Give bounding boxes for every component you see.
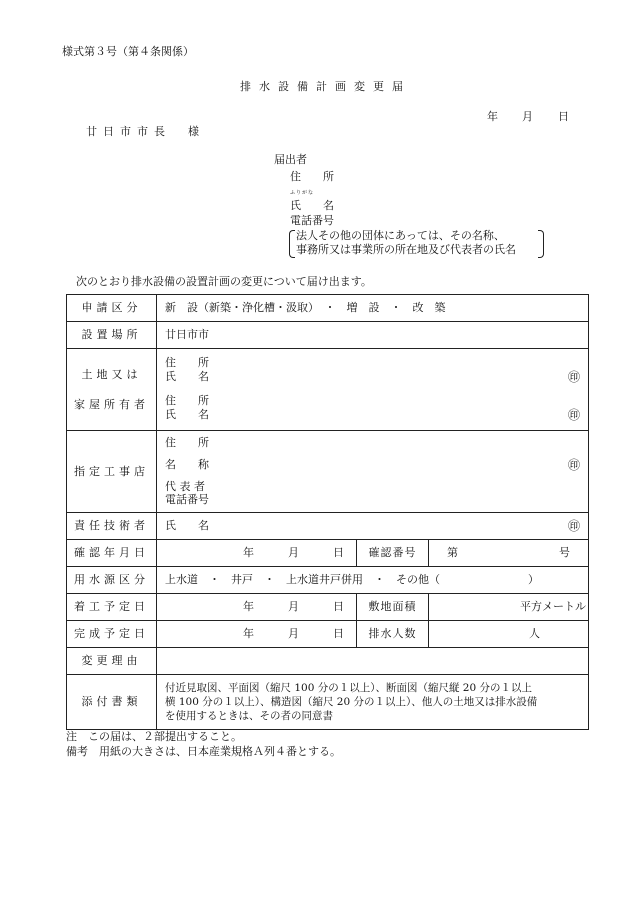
row-confirm <box>67 540 589 567</box>
contractor-label: 指定工事店 <box>67 431 157 513</box>
confirm-number-label: 確認番号 <box>357 540 429 567</box>
seal-mark: ㊞ <box>568 518 581 533</box>
land-owner-address-label-2: 住 所 <box>165 393 209 407</box>
end-year-label: 年 <box>243 627 254 641</box>
start-date-label: 着工予定日 <box>67 594 157 621</box>
site-area-label: 敷地面積 <box>357 594 429 621</box>
contractor-phone-label: 電話番号 <box>165 493 209 507</box>
land-owner-name-label-2: 氏 名 <box>165 407 209 421</box>
applicant-note-line1: 法人その他の団体にあっては、その名称、 <box>296 229 505 242</box>
contractor-rep-label: 代 表 者 <box>165 479 205 493</box>
date-year-label: 年 <box>487 110 498 123</box>
start-year-label: 年 <box>243 600 254 614</box>
row-application-type <box>67 295 589 322</box>
site-area-unit: 平方メートル <box>520 600 587 614</box>
engineer-name-label: 氏 名 <box>165 518 209 532</box>
drain-people-label: 排水人数 <box>357 621 429 648</box>
applicant-furigana: ふりがな <box>290 190 315 196</box>
applicant-note-line2: 事務所又は事業所の所在地及び代表者の氏名 <box>296 243 516 256</box>
attachments-field <box>157 675 589 730</box>
row-attachments <box>67 675 589 730</box>
end-date-label: 完成予定日 <box>67 621 157 648</box>
location-value[interactable]: 廿日市市 <box>157 322 589 349</box>
confirm-date-label: 確認年月日 <box>67 540 157 567</box>
water-source-label: 用水源区分 <box>67 567 157 594</box>
date-day-label: 日 <box>558 110 569 123</box>
start-date-field[interactable] <box>157 594 357 621</box>
drain-people-unit: 人 <box>529 627 541 641</box>
contractor-address-label: 住 所 <box>165 436 209 449</box>
row-water-source <box>67 567 589 594</box>
date-month-label: 月 <box>522 110 533 123</box>
application-type-label: 申請区分 <box>67 295 157 322</box>
reason-label: 変更理由 <box>67 648 157 675</box>
seal-mark: ㊞ <box>568 407 581 422</box>
confirm-date-field[interactable] <box>157 540 357 567</box>
water-source-value[interactable]: 上水道 ・ 井戸 ・ 上水道井戸併用 ・ その他（ ） <box>157 567 589 594</box>
confirm-number-suffix: 号 <box>559 546 571 560</box>
form-number: 様式第３号（第４条関係） <box>62 45 194 58</box>
reason-value[interactable] <box>157 648 589 675</box>
end-day-label: 日 <box>333 627 344 641</box>
row-reason <box>67 648 589 675</box>
land-owner-label <box>67 349 157 431</box>
contractor-name-label: 名 称 <box>165 457 209 471</box>
row-location <box>67 322 589 349</box>
confirm-year-label: 年 <box>243 546 254 560</box>
attachments-line1: 付近見取図、平面図（縮尺 100 分の１以上）、断面図（縮尺縦 20 分の１以上 <box>165 681 533 694</box>
addressee: 廿日市市長 様 <box>86 125 205 138</box>
end-date-field[interactable] <box>157 621 357 648</box>
start-day-label: 日 <box>333 600 344 614</box>
row-engineer <box>67 513 589 540</box>
row-start-date <box>67 594 589 621</box>
land-owner-field[interactable] <box>157 349 589 431</box>
bracket-left <box>289 230 295 258</box>
intro-text: 次のとおり排水設備の設置計画の変更について届け出ます。 <box>76 275 372 288</box>
land-owner-address-label: 住 所 <box>165 356 209 370</box>
confirm-month-label: 月 <box>288 546 299 560</box>
applicant-name-label: 氏 名 <box>290 199 334 212</box>
row-land-owner <box>67 349 589 431</box>
engineer-field[interactable] <box>157 513 589 540</box>
footer-note: 注 この届は、２部提出すること。 <box>66 730 242 743</box>
land-owner-name-label: 氏 名 <box>165 370 209 384</box>
attachments-line2: 横 100 分の１以上）、構造図（縮尺 20 分の１以上）、他人の土地又は排水設備 <box>165 695 538 708</box>
engineer-label: 責任技術者 <box>67 513 157 540</box>
confirm-number-field[interactable] <box>429 540 589 567</box>
seal-mark: ㊞ <box>568 370 581 385</box>
footer-remark: 備考 用紙の大きさは、日本産業規格Ａ列４番とする。 <box>66 745 341 758</box>
row-end-date <box>67 621 589 648</box>
applicant-heading: 届出者 <box>274 153 307 166</box>
location-label: 設置場所 <box>67 322 157 349</box>
applicant-phone-label: 電話番号 <box>290 214 334 227</box>
land-owner-label-top: 土地又は <box>81 367 142 381</box>
confirm-day-label: 日 <box>333 546 344 560</box>
bracket-right <box>538 230 544 258</box>
page-title: 排水設備計画変更届 <box>240 80 411 93</box>
end-month-label: 月 <box>288 627 299 641</box>
row-contractor <box>67 431 589 513</box>
attachments-line3: を使用するときは、その者の同意書 <box>165 710 333 723</box>
seal-mark: ㊞ <box>568 457 581 472</box>
applicant-address-label: 住 所 <box>290 170 334 183</box>
attachments-label: 添付書類 <box>67 675 157 730</box>
land-owner-label-bottom: 家屋所有者 <box>74 397 149 411</box>
contractor-field[interactable] <box>157 431 589 513</box>
start-month-label: 月 <box>288 600 299 614</box>
site-area-field[interactable] <box>429 594 589 621</box>
confirm-number-prefix: 第 <box>447 546 458 560</box>
drain-people-field[interactable] <box>429 621 589 648</box>
application-type-value[interactable]: 新 設（新築・浄化槽・汲取） ・ 増 設 ・ 改 築 <box>157 295 589 322</box>
application-form-table <box>66 294 589 730</box>
